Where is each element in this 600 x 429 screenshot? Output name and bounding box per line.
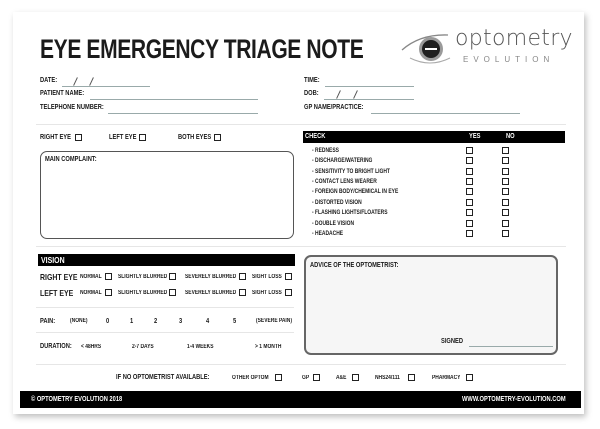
no-checkbox[interactable] [502, 230, 509, 237]
yes-checkbox[interactable] [466, 220, 473, 227]
dob-input[interactable] [324, 99, 414, 100]
divider [36, 246, 566, 247]
yes-checkbox[interactable] [466, 147, 473, 154]
vision-right-eye-label: RIGHT EYE [40, 272, 78, 282]
vision-option-sight-loss: SIGHT LOSS [252, 290, 282, 296]
vision-left-normal-checkbox[interactable] [105, 289, 112, 296]
patient-name-label: PATIENT NAME: [40, 90, 85, 97]
no-checkbox[interactable] [502, 147, 509, 154]
vision-option-severely-blurred: SEVERELY BLURRED [185, 290, 237, 296]
yes-header: YES [469, 133, 481, 140]
divider [36, 364, 566, 365]
right-eye-checkbox[interactable] [75, 134, 82, 141]
vision-right-slightly-blurred-checkbox[interactable] [169, 273, 176, 280]
dob-label: DOB: [304, 90, 319, 97]
footer-copyright: © OPTOMETRY EVOLUTION 2018 [31, 396, 123, 403]
patient-name-input[interactable] [90, 99, 258, 100]
check-item-distorted-vision: - DISTORTED VISION [312, 199, 362, 206]
footer-bar [20, 391, 581, 408]
yes-checkbox[interactable] [466, 178, 473, 185]
duration-option-2-7-days[interactable]: 2-7 DAYS [132, 344, 154, 350]
vision-option-severely-blurred: SEVERELY BLURRED [185, 274, 237, 280]
referral-label: IF NO OPTOMETRIST AVAILABLE: [116, 374, 210, 381]
check-item-flashing-lights: - FLASHING LIGHTS/FLOATERS [312, 209, 388, 216]
divider [36, 307, 294, 308]
time-input[interactable] [325, 86, 414, 87]
vision-header-label: VISION [41, 255, 65, 265]
duration-option-48hrs[interactable]: < 48HRS [81, 344, 102, 350]
check-item-double-vision: - DOUBLE VISION [312, 220, 355, 227]
pain-0[interactable]: 0 [106, 318, 110, 325]
duration-option-1-4-weeks[interactable]: 1-4 WEEKS [187, 344, 214, 350]
both-eyes-checkbox[interactable] [214, 134, 221, 141]
check-item-headache: - HEADACHE [312, 230, 344, 237]
yes-checkbox[interactable] [466, 188, 473, 195]
form-title: EYE EMERGENCY TRIAGE NOTE [40, 34, 364, 64]
referral-option-ae: A&E [336, 375, 347, 381]
date-input[interactable] [62, 86, 150, 87]
pain-label: PAIN: [40, 318, 56, 325]
advice-label: ADVICE OF THE OPTOMETRIST: [310, 262, 399, 269]
no-checkbox[interactable] [502, 157, 509, 164]
check-item-light-sensitivity: - SENSITIVITY TO BRIGHT LIGHT [312, 168, 390, 175]
yes-checkbox[interactable] [466, 209, 473, 216]
vision-right-severely-blurred-checkbox[interactable] [239, 273, 246, 280]
no-checkbox[interactable] [502, 168, 509, 175]
vision-option-normal: NORMAL [80, 290, 102, 296]
main-complaint-box[interactable] [40, 151, 294, 239]
telephone-label: TELEPHONE NUMBER: [40, 104, 104, 111]
vision-left-severely-blurred-checkbox[interactable] [239, 289, 246, 296]
referral-gp-checkbox[interactable] [313, 374, 320, 381]
no-checkbox[interactable] [502, 188, 509, 195]
duration-option-1-month[interactable]: > 1 MONTH [255, 344, 282, 350]
telephone-input[interactable] [108, 113, 258, 114]
no-checkbox[interactable] [502, 178, 509, 185]
pain-1[interactable]: 1 [130, 318, 134, 325]
signed-label: SIGNED [441, 338, 464, 345]
gp-input[interactable] [371, 113, 520, 114]
both-eyes-label: BOTH EYES [178, 134, 212, 141]
main-complaint-label: MAIN COMPLAINT: [45, 156, 97, 163]
yes-checkbox[interactable] [466, 168, 473, 175]
vision-header [38, 254, 295, 266]
check-item-discharge: - DISCHARGE/WATERING [312, 157, 373, 164]
no-checkbox[interactable] [502, 220, 509, 227]
referral-other-optom-checkbox[interactable] [275, 374, 282, 381]
check-item-redness: - REDNESS [312, 147, 339, 154]
pain-min-label: (NONE) [70, 318, 88, 324]
referral-option-other-optom: OTHER OPTOM [232, 375, 269, 381]
referral-option-pharmacy: PHARMACY [432, 375, 461, 381]
referral-option-nhs24: NHS24/111 [375, 375, 400, 381]
divider [36, 332, 294, 333]
divider [36, 124, 566, 125]
check-header [303, 131, 565, 143]
logo [400, 28, 575, 70]
pain-max-label: (SEVERE PAIN) [256, 318, 293, 324]
referral-pharmacy-checkbox[interactable] [466, 374, 473, 381]
date-label: DATE: [40, 77, 58, 84]
duration-label: DURATION: [40, 343, 72, 350]
left-eye-label: LEFT EYE [109, 134, 137, 141]
advice-box[interactable] [304, 255, 558, 355]
referral-option-gp: GP [302, 375, 310, 381]
vision-option-sight-loss: SIGHT LOSS [252, 274, 282, 280]
vision-option-slightly-blurred: SLIGHTLY BLURRED [118, 290, 168, 296]
check-header-label: CHECK [305, 133, 326, 140]
yes-checkbox[interactable] [466, 157, 473, 164]
logo-word: optometry [455, 26, 573, 51]
time-label: TIME: [304, 77, 320, 84]
vision-left-slightly-blurred-checkbox[interactable] [169, 289, 176, 296]
no-header: NO [506, 133, 515, 140]
left-eye-checkbox[interactable] [139, 134, 146, 141]
vision-left-eye-label: LEFT EYE [40, 288, 74, 298]
vision-right-sight-loss-checkbox[interactable] [285, 273, 292, 280]
check-item-contact-lens: - CONTACT LENS WEARER [312, 178, 377, 185]
vision-right-normal-checkbox[interactable] [105, 273, 112, 280]
referral-ae-checkbox[interactable] [352, 374, 359, 381]
vision-option-normal: NORMAL [80, 274, 102, 280]
gp-label: GP NAME/PRACTICE: [304, 104, 364, 111]
vision-left-sight-loss-checkbox[interactable] [285, 289, 292, 296]
referral-nhs24-checkbox[interactable] [408, 374, 415, 381]
no-checkbox[interactable] [502, 209, 509, 216]
pain-3[interactable]: 3 [179, 318, 183, 325]
eye-logo-icon [400, 28, 460, 70]
logo-sub: EVOLUTION [463, 55, 555, 64]
check-item-foreign-body: - FOREIGN BODY/CHEMICAL IN EYE [312, 188, 399, 195]
signature-input[interactable] [469, 346, 553, 347]
no-checkbox[interactable] [502, 199, 509, 206]
vision-option-slightly-blurred: SLIGHTLY BLURRED [118, 274, 168, 280]
pain-5[interactable]: 5 [233, 318, 237, 325]
yes-checkbox[interactable] [466, 230, 473, 237]
pain-4[interactable]: 4 [206, 318, 210, 325]
right-eye-label: RIGHT EYE [40, 134, 71, 141]
yes-checkbox[interactable] [466, 199, 473, 206]
pain-2[interactable]: 2 [154, 318, 158, 325]
footer-url[interactable]: WWW.OPTOMETRY-EVOLUTION.COM [462, 396, 566, 403]
